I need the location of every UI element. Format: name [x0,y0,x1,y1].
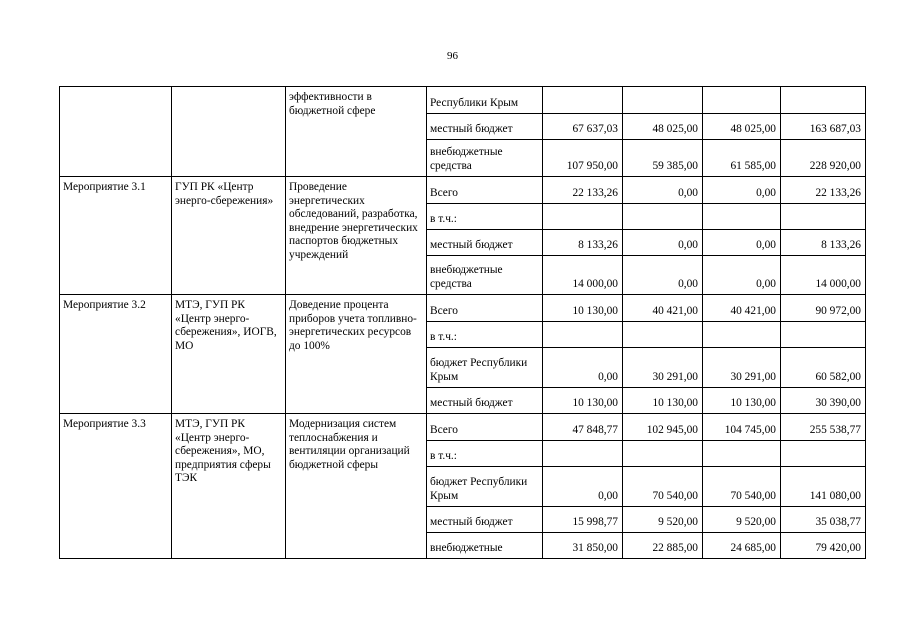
value-cell: 47 848,77 [543,414,623,441]
value-cell: 163 687,03 [781,114,866,140]
value-cell: 67 637,03 [543,114,623,140]
value-cell [781,441,866,467]
funding-source-cell: Всего [427,295,543,322]
value-cell [781,204,866,230]
description-cell: Доведение процента приборов учета топливно-энергетических ресурсов до 100% [286,295,427,414]
value-cell: 22 885,00 [623,533,703,559]
table-row [60,295,866,322]
funding-source-cell: внебюджетные средства [427,256,543,295]
value-cell [703,204,781,230]
value-cell: 70 540,00 [703,467,781,507]
value-cell: 0,00 [543,348,623,388]
value-cell: 59 385,00 [623,140,703,177]
page-number: 96 [447,50,458,62]
value-cell: 10 130,00 [623,388,703,414]
value-cell: 102 945,00 [623,414,703,441]
value-cell: 0,00 [623,230,703,256]
value-cell: 40 421,00 [703,295,781,322]
value-cell [623,441,703,467]
value-cell: 35 038,77 [781,507,866,533]
value-cell: 10 130,00 [543,388,623,414]
value-cell [543,441,623,467]
funding-source-cell: в т.ч.: [427,441,543,467]
value-cell: 22 133,26 [543,177,623,204]
value-cell [781,87,866,114]
funding-source-cell: местный бюджет [427,507,543,533]
value-cell: 22 133,26 [781,177,866,204]
value-cell [781,322,866,348]
measure-cell: Мероприятие 3.1 [60,177,172,295]
value-cell: 141 080,00 [781,467,866,507]
value-cell: 48 025,00 [623,114,703,140]
value-cell: 30 291,00 [703,348,781,388]
value-cell [543,87,623,114]
value-cell: 40 421,00 [623,295,703,322]
value-cell [543,322,623,348]
executor-cell: МТЭ, ГУП РК «Центр энерго-сбережения», ИОГВ, МО [172,295,286,414]
table-row [60,87,866,114]
value-cell: 0,00 [543,467,623,507]
value-cell: 104 745,00 [703,414,781,441]
value-cell: 30 291,00 [623,348,703,388]
measure-cell: Мероприятие 3.2 [60,295,172,414]
value-cell: 24 685,00 [703,533,781,559]
value-cell: 9 520,00 [703,507,781,533]
measure-cell: Мероприятие 3.3 [60,414,172,559]
value-cell: 61 585,00 [703,140,781,177]
value-cell: 0,00 [703,230,781,256]
value-cell [703,441,781,467]
value-cell: 14 000,00 [781,256,866,295]
value-cell: 31 850,00 [543,533,623,559]
funding-source-cell: местный бюджет [427,388,543,414]
funding-source-cell: бюджет Республики Крым [427,467,543,507]
funding-source-cell: в т.ч.: [427,204,543,230]
funding-source-cell: внебюджетные [427,533,543,559]
value-cell: 30 390,00 [781,388,866,414]
value-cell [623,322,703,348]
value-cell: 79 420,00 [781,533,866,559]
value-cell: 0,00 [623,256,703,295]
budget-table-body [60,87,866,559]
value-cell: 10 130,00 [703,388,781,414]
value-cell: 90 972,00 [781,295,866,322]
value-cell [703,322,781,348]
funding-source-cell: Всего [427,177,543,204]
value-cell: 9 520,00 [623,507,703,533]
value-cell: 14 000,00 [543,256,623,295]
value-cell [623,87,703,114]
executor-cell: ГУП РК «Центр энерго-сбережения» [172,177,286,295]
value-cell: 48 025,00 [703,114,781,140]
value-cell: 0,00 [703,177,781,204]
executor-cell: МТЭ, ГУП РК «Центр энерго-сбережения», МО, предприятия сферы ТЭК [172,414,286,559]
value-cell: 255 538,77 [781,414,866,441]
value-cell: 70 540,00 [623,467,703,507]
funding-source-cell: Республики Крым [427,87,543,114]
value-cell: 107 950,00 [543,140,623,177]
value-cell [623,204,703,230]
funding-source-cell: в т.ч.: [427,322,543,348]
measure-cell [60,87,172,177]
executor-cell [172,87,286,177]
value-cell: 8 133,26 [543,230,623,256]
value-cell: 60 582,00 [781,348,866,388]
funding-source-cell: бюджет Республики Крым [427,348,543,388]
description-cell: Модернизация систем теплоснабжения и вентиляции организаций бюджетной сферы [286,414,427,559]
value-cell: 228 920,00 [781,140,866,177]
table-row [60,414,866,441]
budget-table [59,86,866,559]
value-cell: 0,00 [703,256,781,295]
value-cell: 0,00 [623,177,703,204]
value-cell: 15 998,77 [543,507,623,533]
description-cell: Проведение энергетических обследований, разработка, внедрение энергетических паспортов бюджетных учреждений [286,177,427,295]
description-cell: эффективности в бюджетной сфере [286,87,427,177]
value-cell [703,87,781,114]
value-cell [543,204,623,230]
value-cell: 8 133,26 [781,230,866,256]
table-row [60,177,866,204]
funding-source-cell: внебюджетные средства [427,140,543,177]
funding-source-cell: Всего [427,414,543,441]
value-cell: 10 130,00 [543,295,623,322]
funding-source-cell: местный бюджет [427,230,543,256]
funding-source-cell: местный бюджет [427,114,543,140]
